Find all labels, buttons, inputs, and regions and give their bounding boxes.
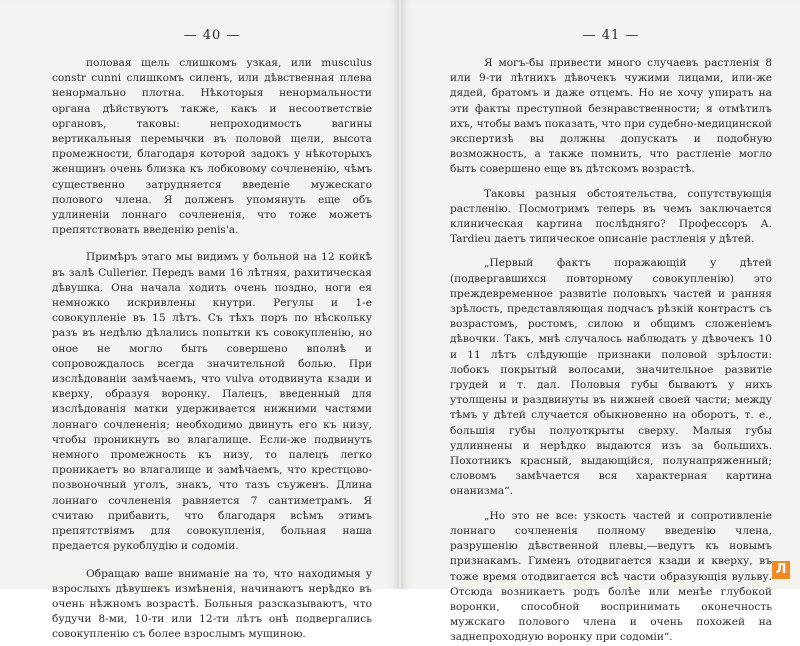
right-page <box>402 0 800 644</box>
paragraph: Примѣръ этаго мы видимъ у больной на 12 койкѣ въ залѣ Cullerier. Передъ вами 16 лѣтняя, рахитическая дѣвушка. Она начала ходить очень поздно, ноги ея немножко искривлены кнутри. Регулы и 1-е совокупленiе въ 15 лѣтъ. Съ тѣхъ поръ по нѣскольку разъ въ недѣлю дѣлались попытки къ совокупленiю, но оное не могло быть совершено вполнѣ и сопровождалось всегда значительной болью. При изслѣдованiи замѣчаемъ, что vulva отодвинута кзади и кверху, образуя воронку. Палецъ, введенный для изслѣдованiя матки удерживается нижними частями лоннаго сочлененiя; необходимо двинуть его къ низу, чтобы проникнуть во влагалище. Если-же подвинуть немного промежность къ низу, то палецъ легко проникаетъ во влагалище и замѣчаемъ, что крестцово-позвоночный уголъ, знакъ, что тазъ съуженъ. Длина лоннаго сочлененiя равняется 7 сантиметрамъ. Я считаю прибавить, что благодаря всѣмъ этимъ препятствiямъ для совокупленiя, больная наша предается рукоблудiю и содомiи. <box>52 251 372 553</box>
left-page-text <box>52 56 372 643</box>
paragraph: Таковы разныя обстоятельства, сопутствующiя растленiю. Посмотримъ теперь въ чемъ заключается клиническая картина послѣдняго? Профессоръ А. Tardieu даетъ типическое описанiе растленiя у дѣтей. <box>450 187 772 246</box>
paragraph: „Первый фактъ поражающiй у дѣтей (подвергавшихся повторному совокупленiю) это преждевременное развитiе половыхъ частей и ранняя зрѣлость, представляющая подчасъ рѣзкiй контрастъ съ возрастомъ, ростомъ, силою и общимъ сложенiемъ дѣвочки. Такъ, мнѣ случалось наблюдать у дѣвочекъ 10 и 11 лѣтъ слѣдующiе признаки половой зрѣлости: лобокъ покрытый волосами, значительное развитiе грудей и т. дал. Половыя губы бываютъ у нихъ утолщены и раздвинуты въ нижней своей части; между тѣмъ у дѣтей случается обыкновенно на оборотъ, т. е., большiя губы полуоткрыты сверху. Малыя губы удлиннены и нерѣдко выдаются изъ за большихъ. Похотникъ красный, выдающiйся, полунапряженный; словомъ замѣчается вся характерная картина онанизма“. <box>450 257 772 498</box>
paragraph: „Но это не все: узкость частей и сопротивленiе лоннаго сочлененiя полному введенiю члена, разрушенiю дѣвственной плевы,—ведутъ къ новымъ признакамъ. Гименъ отодвигается кзади и кверху, въ тоже время отодвигается всѣ части образующiя вульву. Отсюда возникаетъ родъ болѣе или менѣе глубокой воронки, способной воспринимать оконечность мужскаго полового члена и очень похожей на заднепроходную воронку при содомiи“. <box>450 509 772 644</box>
right-page-text <box>450 56 772 646</box>
paragraph: Обращаю ваше вниманiе на то, что находимыя у взрослыхъ дѣвушекъ измѣненiя, начинаютъ нерѣдко въ очень нѣжномъ возрастѣ. Больныя разсказываютъ, что будучи 8-ми, 10-ти или 12-ти лѣтъ онѣ подвергались совокупленiю съ более взрослымъ мущиною. <box>52 567 372 641</box>
page-number-left: — 40 — <box>183 28 241 43</box>
publisher-logo-badge: Л <box>772 561 790 579</box>
left-page <box>0 0 398 641</box>
paragraph: Я могъ-бы привести много случаевъ растленiя 8 или 9-ти лѣтнихъ дѣвочекъ чужими лицами, или-же дядей, братомъ и даже отцемъ. Но не хочу упирать на эти факты преступной безнравственности; я отмѣтилъ ихъ, чтобы вамъ показать, что при судебно-медицинской экспертизѣ вы должны допускать и подобную возможность, а также помнить, что растленiе могло быть совершено еще въ дѣтскомъ возрастѣ. <box>450 57 772 176</box>
paragraph: половая щель слишкомъ узкая, или musculus constr cunni слишкомъ силенъ, или дѣвственная плева ненормально плотна. Нѣкоторыя ненормальности органа дѣйствуютъ также, какъ и несоответствiе органовъ, таковы: непроходимость вагины вертикальныя перемычки въ половой щели, высота промежности, благодаря которой задокъ у нѣкоторыхъ женщинъ очень близка къ лобковому сочлененiю, чѣмъ существенно затрудняется введенiе мужескаго полового члена. Я долженъ упомянуть еще объ удлиненiи лоннаго сочлененiя, что тоже можетъ препятствовать введенiю penis'a. <box>52 57 372 237</box>
page-number-right: — 41 — <box>582 28 640 43</box>
